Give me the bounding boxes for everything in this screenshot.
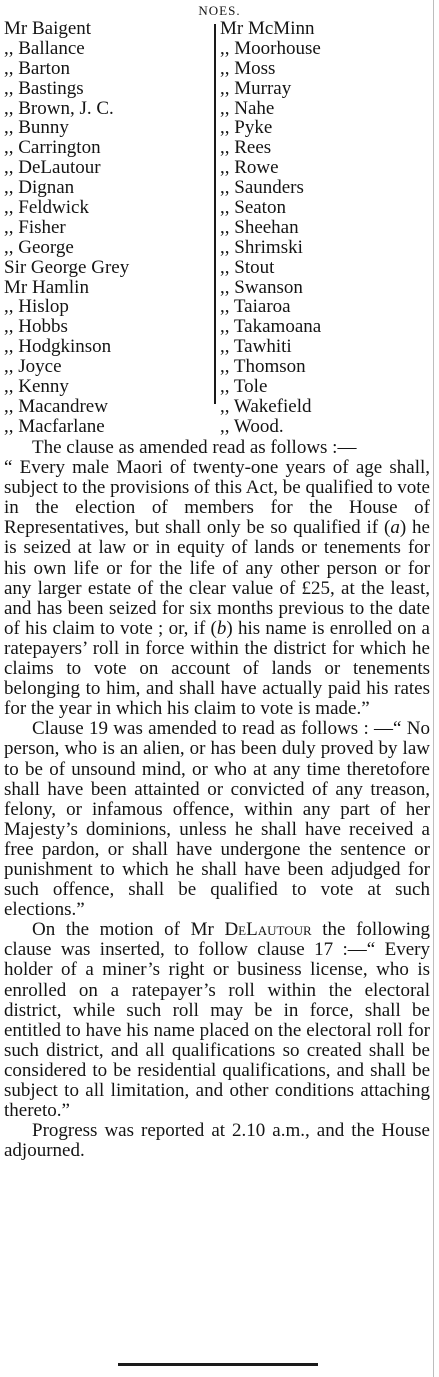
member-name: Mr McMinn bbox=[220, 18, 315, 39]
division-heading: NOES. bbox=[198, 3, 241, 18]
member-name: ,, Rowe bbox=[220, 157, 279, 179]
noes-right-column bbox=[220, 19, 435, 437]
member-name: ,, Hodgkinson bbox=[4, 336, 112, 358]
motion-text-part: the following clause was inserted, to follow clause 17 :—“ Every holder of a miner’s right or business license, who is enrolled on a ratepayer’s roll within the electoral district, while such roll may be in force, shall be entitled to have his name placed on the electoral roll for such district, and all qualifications so created shall be considered to be residential qualifications, and shall be subject to all limitation, and other conditions attaching thereto.” bbox=[4, 919, 430, 1122]
member-name: ,, Fisher bbox=[4, 216, 66, 238]
member-name: ,, Tole bbox=[220, 376, 268, 398]
member-name: ,, Hislop bbox=[4, 296, 69, 318]
member-name: ,, Tawhiti bbox=[220, 336, 292, 358]
member-name: ,, Wakefield bbox=[220, 395, 312, 417]
member-name: ,, Moorhouse bbox=[220, 37, 321, 59]
member-name: ,, Hobbs bbox=[4, 316, 68, 338]
member-name: ,, Feldwick bbox=[4, 197, 89, 219]
member-name: ,, Murray bbox=[220, 77, 292, 99]
member-name: ,, Bastings bbox=[4, 77, 84, 99]
member-name: ,, Rees bbox=[220, 137, 272, 159]
member-name: ,, Carrington bbox=[4, 137, 101, 159]
clause-text-part: ) his name is enrolled on a ratepayers’ roll in force within the district for which he claims to vote on account of lands or tenements belonging to him, and shall have actually paid his rates for the year in which his claim to vote is made.” bbox=[4, 617, 430, 720]
clause-letter-b: b bbox=[216, 617, 227, 639]
member-name: ,, Seaton bbox=[220, 197, 286, 219]
member-name: ,, Barton bbox=[4, 57, 70, 79]
member-name: ,, Saunders bbox=[220, 177, 304, 199]
column-edge-rule bbox=[433, 0, 434, 1377]
member-name: ,, Shrimski bbox=[220, 236, 303, 258]
member-name: ,, Macfarlane bbox=[4, 415, 105, 437]
member-name: Sir George Grey bbox=[4, 256, 130, 278]
member-name: ,, Kenny bbox=[4, 376, 69, 398]
member-name: ,, Taiaroa bbox=[220, 296, 291, 318]
member-name: ,, Wood. bbox=[220, 415, 284, 437]
member-name: ,, Moss bbox=[220, 57, 276, 79]
member-name: ,, Bunny bbox=[4, 117, 69, 139]
member-name: ,, Brown, J. C. bbox=[4, 97, 114, 119]
member-name: ,, Dignan bbox=[4, 177, 75, 199]
member-name: ,, Pyke bbox=[220, 117, 273, 139]
member-name: ,, DeLautour bbox=[4, 157, 101, 179]
article-body bbox=[4, 438, 430, 1161]
member-name: ,, Takamoana bbox=[220, 316, 322, 338]
member-name: ,, Macandrew bbox=[4, 395, 108, 417]
member-name: Mr Baigent bbox=[4, 18, 92, 39]
motion-text-part: On the motion of Mr bbox=[32, 919, 225, 941]
clause-intro-paragraph: The clause as amended read as follows :— bbox=[32, 437, 357, 458]
adjournment-paragraph: Progress was reported at 2.10 a.m., and the House adjourned. bbox=[4, 1120, 430, 1162]
member-name: ,, Joyce bbox=[4, 356, 62, 378]
column-divider bbox=[214, 24, 216, 404]
clause-text-part: ) he is seized at law or in equity of lands or tenements for his own life or for the life of any other person or for any larger estate of the clear value of £25, at the least, and has been seized for six months previous to the date of his claim to vote ; or, if ( bbox=[4, 517, 430, 639]
member-name-smallcaps: DeLautour bbox=[224, 919, 312, 941]
member-name: ,, Nahe bbox=[220, 97, 275, 119]
clause-text-part: “ Every male Maori of twenty-one years of age shall, subject to the provisions of this Act, be qualified to vote in the election of members for the House of Representatives, but shall only be so qualified if ( bbox=[4, 457, 430, 539]
member-name: ,, Sheehan bbox=[220, 216, 299, 238]
member-name: ,, Swanson bbox=[220, 276, 303, 298]
member-name: ,, Stout bbox=[220, 256, 275, 278]
member-name: ,, Ballance bbox=[4, 37, 85, 59]
motion-paragraph bbox=[4, 920, 430, 1121]
member-name: Mr Hamlin bbox=[4, 276, 89, 298]
clause-text-paragraph bbox=[4, 458, 430, 719]
clause-letter-a: a bbox=[390, 517, 400, 539]
clause-19-paragraph: Clause 19 was amended to read as follows : —“ No person, who is an alien, or has been duly proved by law to be of unsound mind, or who at any time theretofore shall have been attainted or convicted of any treason, felony, or infamous offence, within any part of her Majesty’s dominions, unless he shall have received a free pardon, or shall have undergone the sentence or punishment to which he shall have been adjudged for such offence, shall be qualified to vote at such elections.” bbox=[4, 718, 430, 921]
member-name: ,, Thomson bbox=[220, 356, 306, 378]
section-end-rule bbox=[118, 1363, 318, 1366]
member-name: ,, George bbox=[4, 236, 74, 258]
noes-left-column bbox=[4, 19, 209, 437]
